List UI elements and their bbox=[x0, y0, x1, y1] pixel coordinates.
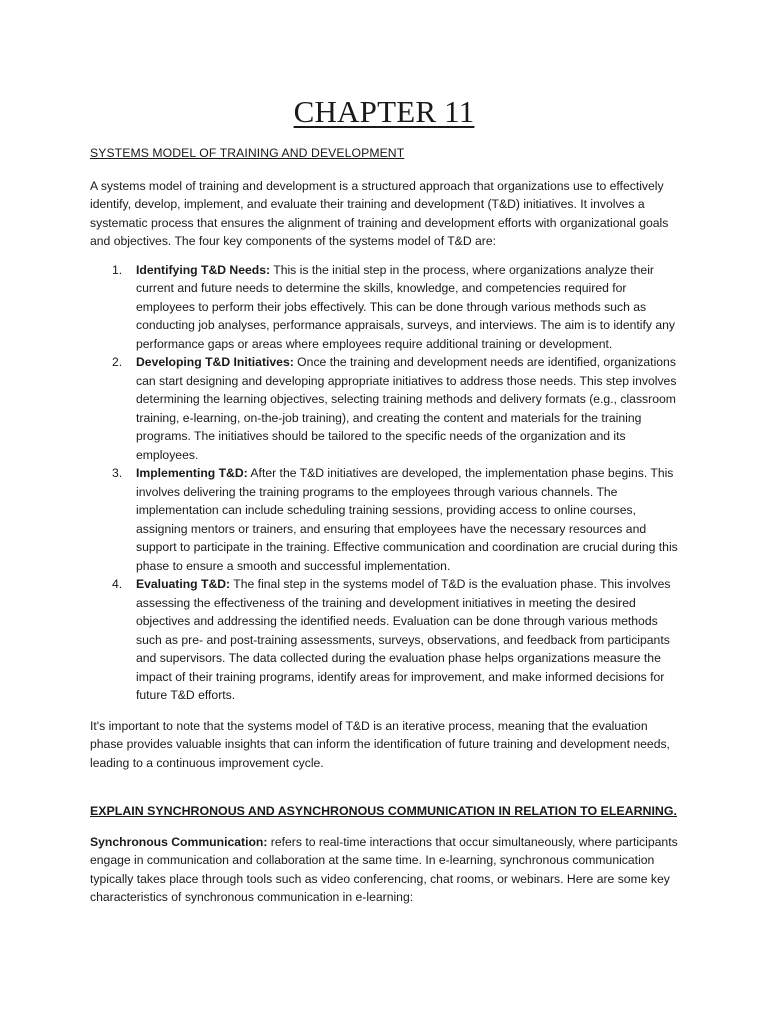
document-body bbox=[90, 144, 680, 907]
list-item bbox=[90, 464, 680, 575]
components-list bbox=[90, 261, 680, 705]
closing-paragraph: It's important to note that the systems model of T&D is an iterative process, meaning that the evaluation phase provides valuable insights that can inform the identification of future training and development needs, leading to a continuous improvement cycle. bbox=[90, 718, 670, 770]
section-heading-systems-model: SYSTEMS MODEL OF TRAINING AND DEVELOPMENT bbox=[90, 146, 405, 160]
synchronous-paragraph bbox=[90, 833, 680, 907]
list-item-number: 4. bbox=[112, 577, 123, 591]
list-item-title: Evaluating T&D: bbox=[136, 577, 231, 591]
synchronous-text: refers to real-time interactions that occur simultaneously, where participants engage in communication and collaboration at the same time. In e-learning, synchronous communication typically takes place through tools such as video conferencing, chat rooms, or webinars. Here are some key characteristics of synchronous communication in e-learning: bbox=[90, 834, 678, 904]
list-item-number: 3. bbox=[112, 466, 123, 480]
intro-paragraph: A systems model of training and development is a structured approach that organizations use to effectively identify, develop, implement, and evaluate their training and development (T&D) initiatives. It involves a systematic process that ensures the alignment of training and development efforts with organizational goals and objectives. The four key components of the systems model of T&D are: bbox=[90, 178, 669, 248]
list-item-text: The final step in the systems model of T&D is the evaluation phase. This involves assessing the effectiveness of the training and development initiatives in meeting the desired objectives and addressing the identified needs. Evaluation can be done through various methods such as pre- and post-training assessments, surveys, observations, and feedback from participants and supervisors. The data collected during the evaluation phase helps organizations measure the impact of their training programs, identify areas for improvement, and make informed decisions for future T&D efforts. bbox=[136, 577, 671, 702]
list-item-text: After the T&D initiatives are developed, the implementation phase begins. This involves delivering the training programs to the employees through various channels. The implementation can include scheduling training sessions, providing access to online courses, assigning mentors or trainers, and ensuring that employees have the necessary resources and support to participate in the training. Effective communication and coordination are crucial during this phase to ensure a smooth and successful implementation. bbox=[136, 466, 678, 573]
list-item-number: 1. bbox=[112, 262, 123, 277]
list-item-text: Once the training and development needs are identified, organizations can start designing and developing appropriate initiatives to address those needs. This step involves determining the learning objectives, selecting training methods and delivery formats (e.g., classroom training, e-learning, on-the-job training), and creating the content and materials for the training programs. The initiatives should be tailored to the specific needs of the organization and its employees. bbox=[136, 355, 677, 462]
list-item bbox=[90, 575, 680, 705]
chapter-title: CHAPTER 11 bbox=[293, 94, 475, 129]
section-heading-communication: EXPLAIN SYNCHRONOUS AND ASYNCHRONOUS COMMUNICATION IN RELATION TO ELEARNING. bbox=[90, 804, 677, 818]
list-item-number: 2. bbox=[112, 355, 123, 369]
synchronous-term: Synchronous Communication: bbox=[90, 834, 268, 849]
list-item-title: Identifying T&D Needs: bbox=[136, 262, 271, 277]
list-item-title: Implementing T&D: bbox=[136, 466, 248, 480]
list-item bbox=[90, 353, 680, 464]
list-item-title: Developing T&D Initiatives: bbox=[136, 355, 294, 369]
list-item bbox=[90, 261, 680, 354]
list-item-text: This is the initial step in the process, where organizations analyze their current and future needs to determine the skills, knowledge, and competencies required for employees to perform their jobs effectively. This can be done through various methods such as conducting job analyses, performance appraisals, surveys, and interviews. The aim is to identify any performance gaps or areas where employees require additional training or development. bbox=[136, 262, 676, 351]
